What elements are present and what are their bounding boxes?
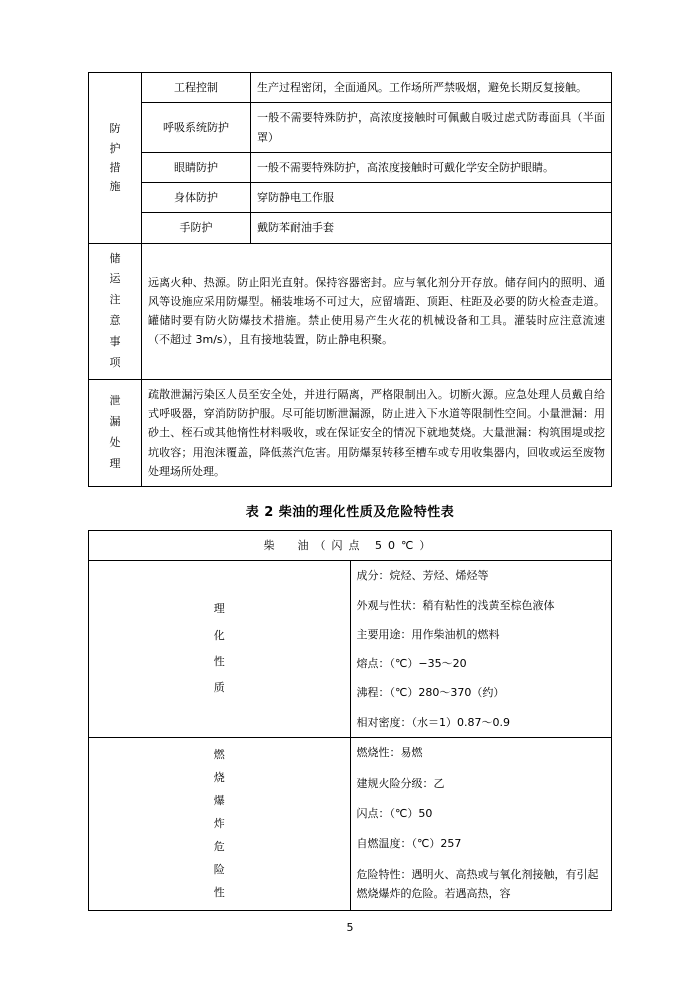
table-row	[89, 103, 612, 153]
table2-header: 柴 油（闪点 50℃）	[89, 531, 612, 561]
cell-hazard-item: 闪点：（℃）50	[350, 799, 612, 829]
cell-property-item: 相对密度：（水＝1）0.87～0.9	[350, 708, 612, 738]
cell-eye: 一般不需要特殊防护，高浓度接触时可戴化学安全防护眼睛。	[251, 152, 612, 182]
sub-label-hand: 手防护	[142, 213, 251, 243]
table-row	[89, 213, 612, 243]
cell-storage-notes: 远离火种、热源。防止阳光直射。保持容器密封。应与氧化剂分开存放。储存间内的照明、通风等设施应采用防爆型。桶装堆场不可过大，应留墙距、顶距、柱距及必要的防火检查走道。罐储时要有防火防爆技术措施。禁止使用易产生火花的机械设备和工具。灌装时应注意流速（不超过 3m/s），且有接地装置，防止静电积聚。	[142, 243, 612, 379]
table-row	[89, 737, 612, 768]
cell-respiratory: 一般不需要特殊防护，高浓度接触时可佩戴自吸过虑式防毒面具（半面罩）	[251, 103, 612, 153]
cell-body: 穿防静电工作服	[251, 183, 612, 213]
sub-label-engineering-control: 工程控制	[142, 73, 251, 103]
section-label-combustion-explosion: 燃 烧 爆 炸 危 险 性	[89, 737, 351, 910]
row-group-label-leak: 泄 漏 处 理	[89, 379, 142, 486]
section-label-physical-chemical: 理 化 性 质	[89, 561, 351, 738]
table2-caption: 表 2 柴油的理化性质及危险特性表	[245, 505, 455, 521]
table-row	[89, 243, 612, 379]
cell-hazard-item: 危险特性：遇明火、高热或与氧化剂接触，有引起燃烧爆炸的危险。若遇高热，容	[350, 859, 612, 910]
table-row	[89, 152, 612, 182]
cell-hazard-item: 燃烧性：易燃	[350, 737, 612, 768]
table-row	[89, 379, 612, 486]
table-row	[89, 531, 612, 561]
cell-hazard-item: 自燃温度：（℃）257	[350, 829, 612, 859]
sub-label-respiratory: 呼吸系统防护	[142, 103, 251, 153]
cell-engineering-control: 生产过程密闭，全面通风。工作场所严禁吸烟，避免长期反复接触。	[251, 73, 612, 103]
diesel-properties-table	[88, 530, 612, 910]
page-number: 5	[346, 921, 354, 934]
protection-measures-table	[88, 72, 612, 487]
sub-label-eye: 眼睛防护	[142, 152, 251, 182]
row-group-label-storage: 储 运 注 意 事 项	[89, 243, 142, 379]
table-row	[89, 73, 612, 103]
cell-hand: 戴防苯耐油手套	[251, 213, 612, 243]
cell-property-item: 成分：烷烃、芳烃、烯烃等	[350, 561, 612, 591]
sub-label-body: 身体防护	[142, 183, 251, 213]
table-row	[89, 561, 612, 591]
table-row	[89, 183, 612, 213]
cell-property-item: 沸程：（℃）280～370（约）	[350, 678, 612, 707]
row-group-label-protection: 防 护 措 施	[89, 73, 142, 244]
cell-leak-handling: 疏散泄漏污染区人员至安全处，并进行隔离，严格限制出入。切断火源。应急处理人员戴自给式呼吸器，穿消防防护服。尽可能切断泄漏源，防止进入下水道等限制性空间。小量泄漏：用砂土、桎石或其他惰性材料吸收，或在保证安全的情况下就地焚烧。大量泄漏：构筑围堤或挖坑收容；用泡沫覆盖，降低蒸汽危害。用防爆泵转移至槽车或专用收集器内，回收或运至废物处理场所处理。	[142, 379, 612, 486]
cell-property-item: 熔点：（℃）−35～20	[350, 649, 612, 678]
cell-property-item: 主要用途：用作柴油机的燃料	[350, 620, 612, 649]
cell-hazard-item: 建规火险分级：乙	[350, 768, 612, 798]
cell-property-item: 外观与性状：稍有粘性的浅黄至棕色液体	[350, 591, 612, 620]
